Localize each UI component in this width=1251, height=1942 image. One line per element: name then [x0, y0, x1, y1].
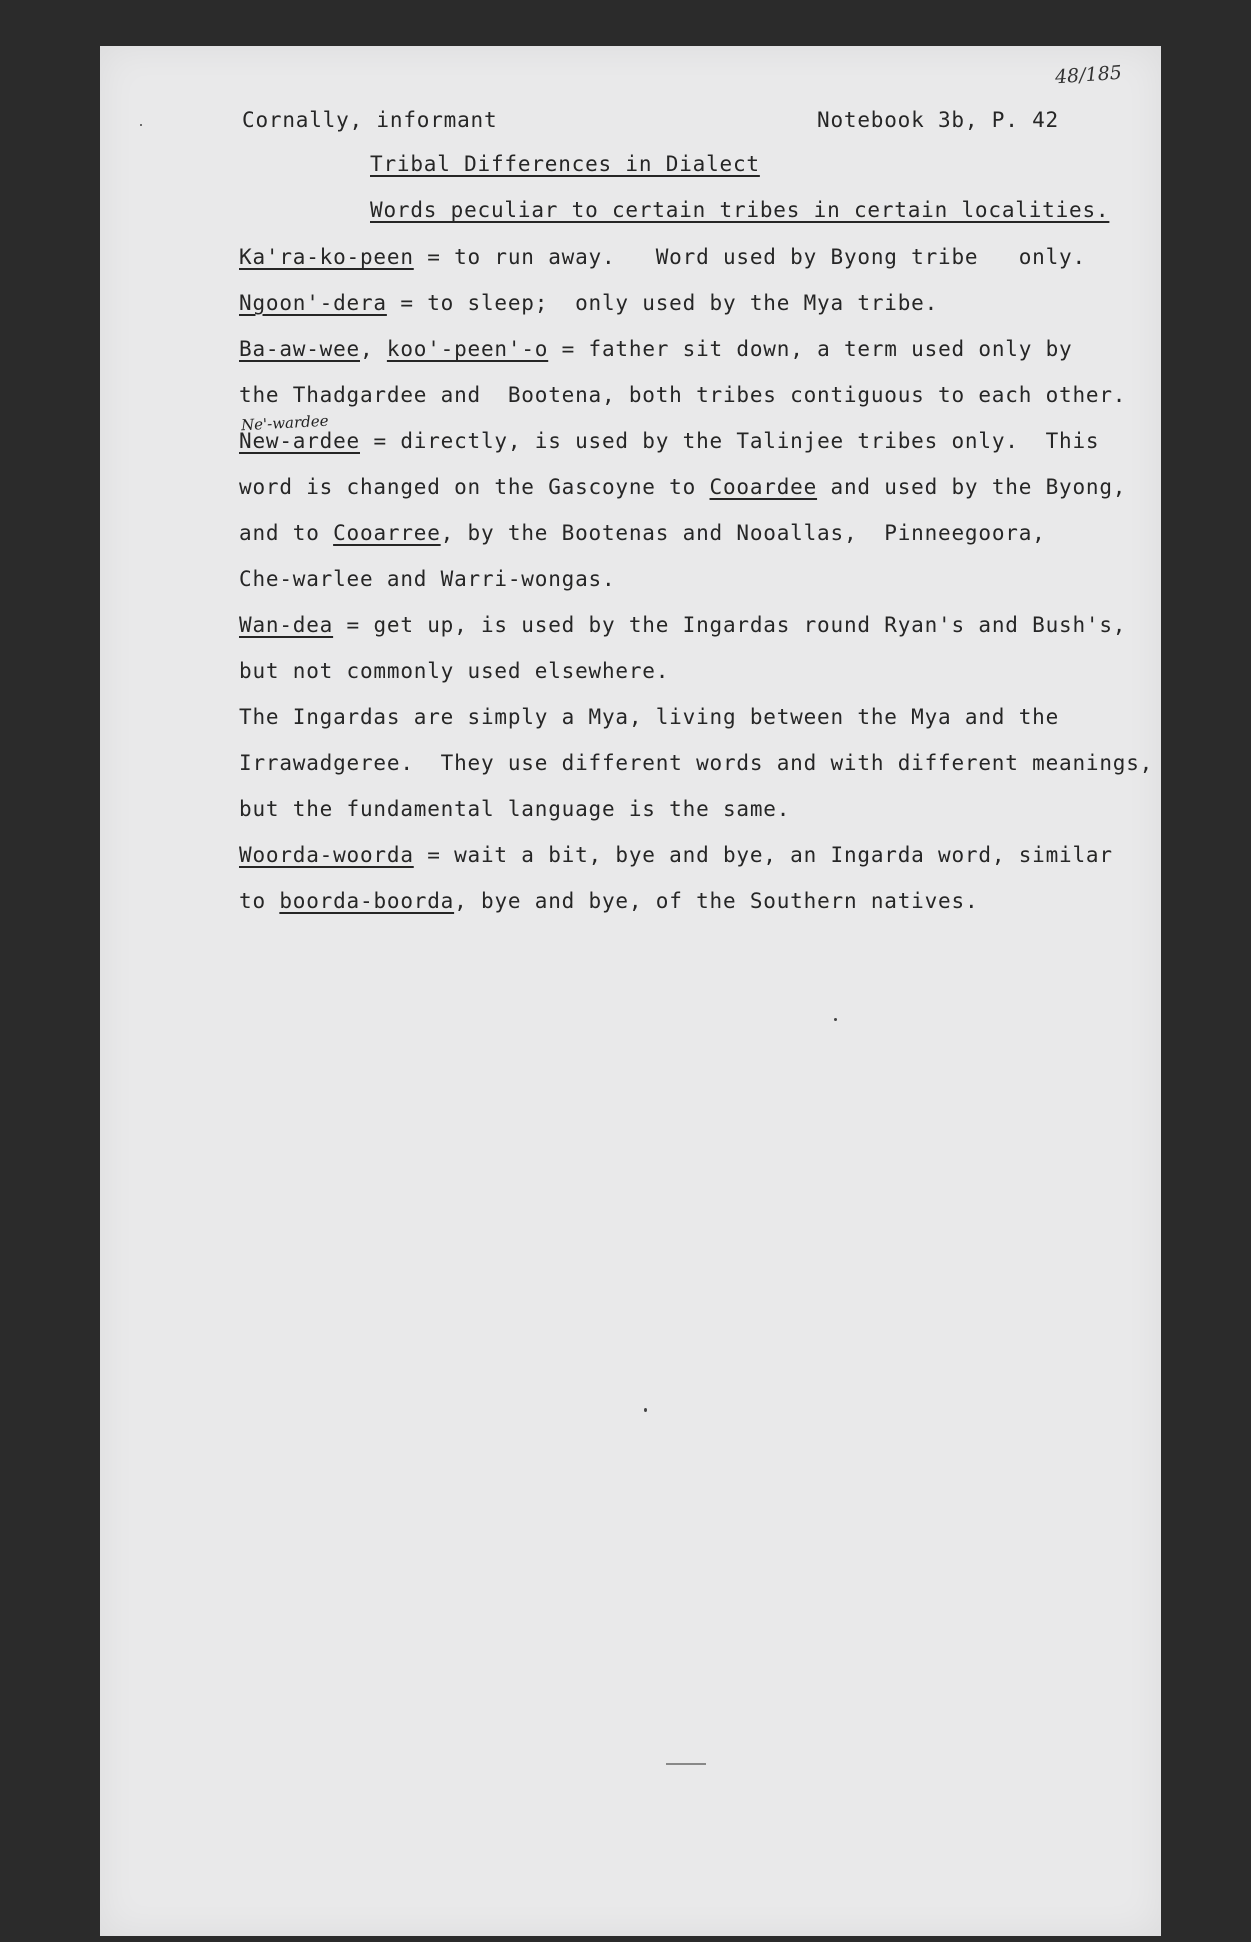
body-text: , by the Bootenas and Nooallas, Pinneegoora,	[440, 521, 1046, 545]
body-text: but not commonly used elsewhere.	[239, 659, 670, 683]
text-line	[239, 245, 1086, 269]
text-line	[239, 567, 615, 591]
paper-mark	[666, 1763, 706, 1765]
dialect-term: boorda-boorda	[279, 889, 455, 913]
informant-label: Cornally, informant	[242, 108, 498, 132]
text-line	[239, 383, 1126, 407]
paper-speck	[140, 124, 142, 126]
text-line	[239, 613, 1126, 637]
dialect-term: Cooarree	[333, 521, 441, 545]
body-text: the Thadgardee and Bootena, both tribes contiguous to each other.	[239, 383, 1127, 407]
definition-text: = father sit down, a term used only by	[548, 337, 1073, 361]
body-text: to	[239, 889, 280, 913]
text-line	[239, 843, 1113, 867]
definition-text: = get up, is used by the Ingardas round Ryan's and Bush's,	[333, 613, 1127, 637]
body-text: word is changed on the Gascoyne to	[239, 475, 710, 499]
text-line	[239, 751, 1153, 775]
definition-text: = to sleep; only used by the Mya tribe.	[386, 291, 939, 315]
page-number: 48/185	[1054, 61, 1123, 89]
document-page	[100, 46, 1161, 1936]
text-line	[239, 797, 790, 821]
dialect-term: Woorda-woorda	[239, 843, 414, 867]
text-line	[239, 429, 1099, 453]
text-line	[239, 521, 1046, 545]
separator-text: ,	[360, 337, 387, 361]
paper-speck	[834, 1018, 837, 1021]
body-text: The Ingardas are simply a Mya, living between the Mya and the	[239, 705, 1060, 729]
paper-speck	[644, 1408, 647, 1412]
dialect-term: Ba-aw-wee	[239, 337, 360, 361]
definition-text: = to run away. Word used by Byong tribe only.	[413, 245, 1086, 269]
definition-text: = wait a bit, bye and bye, an Ingarda word, similar	[413, 843, 1113, 867]
body-text: , bye and bye, of the Southern natives.	[454, 889, 979, 913]
text-line	[239, 889, 978, 913]
dialect-term: Ngoon'-dera	[239, 291, 387, 315]
body-text: and to	[239, 521, 334, 545]
dialect-term: Ka'ra-ko-peen	[239, 245, 414, 269]
text-line	[239, 475, 1126, 499]
dialect-term: Wan-dea	[239, 613, 334, 637]
document-title: Tribal Differences in Dialect	[370, 152, 760, 176]
document-subtitle: Words peculiar to certain tribes in certain localities.	[370, 198, 1110, 222]
handwritten-annotation: Ne'-wardee	[240, 411, 329, 435]
dialect-term: New-ardee	[239, 429, 360, 453]
body-text: Irrawadgeree. They use different words and with different meanings,	[239, 751, 1154, 775]
definition-text: = directly, is used by the Talinjee tribes only. This	[360, 429, 1100, 453]
dialect-term: koo'-peen'-o	[386, 337, 549, 361]
text-line	[239, 337, 1073, 361]
text-line	[239, 659, 669, 683]
text-line	[239, 705, 1059, 729]
text-line	[239, 291, 938, 315]
body-text: Che-warlee and Warri-wongas.	[239, 567, 616, 591]
notebook-reference: Notebook 3b, P. 42	[817, 108, 1059, 132]
body-text: and used by the Byong,	[817, 475, 1127, 499]
body-text: but the fundamental language is the same.	[239, 797, 791, 821]
dialect-term: Cooardee	[709, 475, 818, 499]
